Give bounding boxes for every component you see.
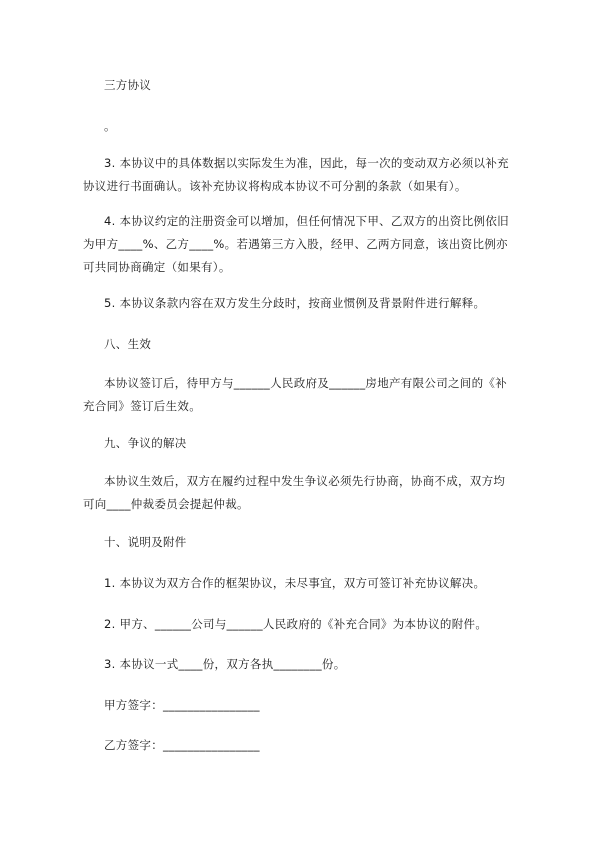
clause-5: 5. 本协议条款内容在双方发生分歧时，按商业惯例及背景附件进行解释。 [104, 296, 486, 310]
clause-4: 4. 本协议约定的注册资金可以增加，但任何情况下甲、乙双方的出资比例依旧为甲方____%、乙方____%。若遇第三方入股，经甲、乙两方同意，该出资比例亦可共同协商确定（如果有）。 [83, 214, 509, 274]
attachment-2: 2. 甲方、______公司与______人民政府的《补充合同》为本协议的附件。 [104, 617, 488, 631]
clause-3: 3. 本协议中的具体数据以实际发生为准，因此，每一次的变动双方必须以补充协议进行书面确认。该补充协议将构成本协议不可分割的条款（如果有）。 [83, 156, 509, 193]
heading-tripartite-agreement: 三方协议 [104, 78, 152, 92]
stray-period: 。 [104, 119, 116, 133]
section-9-body: 本协议生效后，双方在履约过程中发生争议必须先行协商，协商不成，双方均可向____仲裁委员会提起仲裁。 [83, 474, 506, 511]
attachment-1: 1. 本协议为双方合作的框架协议，未尽事宜，双方可签订补充协议解决。 [104, 576, 486, 590]
section-10-title: 十、说明及附件 [104, 535, 187, 549]
attachment-3: 3. 本协议一式____份，双方各执________份。 [104, 657, 346, 671]
signature-party-a: 甲方签字：________________ [104, 698, 260, 712]
section-8-body: 本协议签订后，待甲方与______人民政府及______房地产有限公司之间的《补充合同》签订后生效。 [83, 376, 507, 413]
section-8-title: 八、生效 [104, 337, 152, 351]
signature-party-b: 乙方签字：________________ [104, 738, 260, 752]
section-9-title: 九、争议的解决 [104, 436, 187, 450]
